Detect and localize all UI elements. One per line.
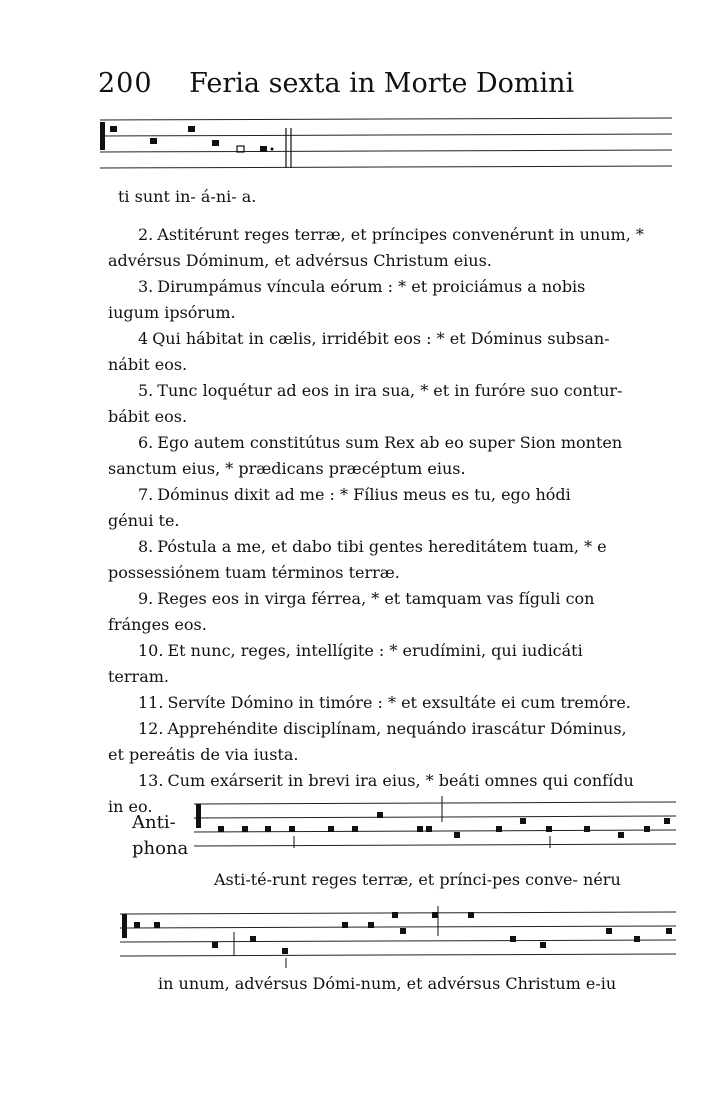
- page-number: 200: [98, 68, 153, 99]
- top-chant-syllables: ti sunt in- á-ni- a.: [118, 187, 257, 206]
- antiphon-staff-2: [120, 906, 676, 972]
- antiphon-staff-2-svg: [120, 906, 676, 972]
- antiphon-staff-1-svg: [194, 796, 676, 862]
- top-staff-svg: [100, 110, 672, 182]
- page-header: [98, 68, 574, 99]
- verse-4: 4 Qui hábitat in cælis, irridébit eos : * et Dóminus subsan- nábit eos.: [108, 329, 610, 374]
- antiphon-label: Anti- phona: [132, 812, 189, 859]
- top-chant-staff: [100, 110, 672, 182]
- do-clef-icon: [122, 914, 127, 938]
- verse-3: 3. Dirumpámus víncula eórum : * et proiciámus a nobis iugum ipsórum.: [108, 277, 586, 322]
- psalm-verses: [108, 222, 676, 820]
- verse-5: 5. Tunc loquétur ad eos in ira sua, * et in furóre suo contur- bábit eos.: [108, 381, 623, 426]
- verse-8: 8. Póstula a me, et dabo tibi gentes hereditátem tuam, * e possessiónem tuam términos terræ.: [108, 537, 607, 582]
- antiphon-lyrics-2: in unum, advérsus Dómi-num, et advérsus Christum e-iu: [158, 974, 617, 993]
- neume: [260, 146, 267, 152]
- verse-13: 13. Cum exárserit in brevi ira eius, * beáti omnes qui confídu in eo.: [108, 771, 634, 816]
- verse-11: 11. Servíte Dómino in timóre : * et exsultáte ei cum tremóre.: [138, 693, 631, 712]
- verse-9: 9. Reges eos in virga férrea, * et tamquam vas fíguli con fránges eos.: [108, 589, 595, 634]
- page-title: Feria sexta in Morte Domini: [189, 68, 575, 99]
- verse-10: 10. Et nunc, reges, intellígite : * erudímini, qui iudicáti terram.: [108, 641, 583, 686]
- verse-7: 7. Dóminus dixit ad me : * Fílius meus es tu, ego hódi génui te.: [108, 485, 571, 530]
- do-clef-icon: [196, 804, 201, 828]
- verse-12: 12. Apprehéndite disciplínam, nequándo irascátur Dóminus, et pereátis de via iusta.: [108, 719, 627, 764]
- neume: [188, 126, 195, 132]
- neume: [150, 138, 157, 144]
- verse-2: 2. Astitérunt reges terræ, et príncipes convenérunt in unum, * advérsus Dóminum, et advérsus Christum eius.: [108, 225, 644, 270]
- neume: [110, 126, 117, 132]
- neume: [212, 140, 219, 146]
- do-clef-icon: [100, 122, 105, 150]
- antiphon-lyrics-1: Asti-té-runt reges terræ, et prínci-pes conve- néru: [214, 870, 621, 889]
- antiphon-staff-1: [194, 796, 676, 862]
- verse-6: 6. Ego autem constitútus sum Rex ab eo super Sion monten sanctum eius, * prædicans præcéptum eius.: [108, 433, 623, 478]
